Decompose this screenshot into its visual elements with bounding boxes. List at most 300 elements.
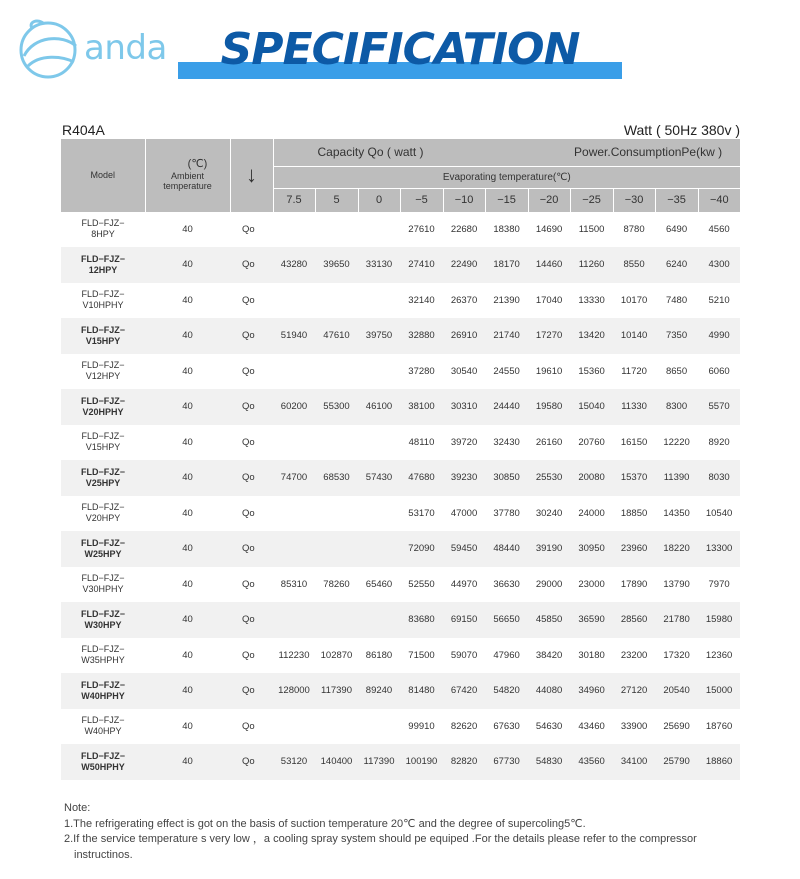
capacity-value-cell xyxy=(358,425,400,461)
capacity-value-cell: 27410 xyxy=(400,247,443,283)
ambient-cell: 40 xyxy=(182,507,193,519)
power-consumption-header: Power.ConsumptionPe(kw ) xyxy=(485,139,740,166)
capacity-value-cell: 36590 xyxy=(570,602,613,638)
capacity-value-cell: 11390 xyxy=(655,460,698,496)
model-name-line-1: FLD−FJZ− xyxy=(81,431,125,442)
capacity-value-cell: 43560 xyxy=(570,744,613,780)
capacity-value-cell: 17320 xyxy=(663,649,690,661)
model-name-line-1: FLD−FJZ− xyxy=(80,324,125,335)
capacity-value-cell: 37280 xyxy=(408,365,435,377)
capacity-value-cell: 56650 xyxy=(485,602,528,638)
capacity-value-cell: 86180 xyxy=(365,649,393,661)
model-cell xyxy=(61,460,145,496)
temperature-column-header: −15 xyxy=(485,188,528,212)
model-name-line-2: V20HPHY xyxy=(82,406,124,417)
capacity-value-cell: 19580 xyxy=(528,389,570,425)
capacity-value-cell: 19610 xyxy=(535,365,563,377)
capacity-value-cell xyxy=(273,531,315,567)
capacity-value-cell: 34100 xyxy=(613,744,655,780)
capacity-value-cell: 54830 xyxy=(528,744,570,780)
model-name-line-2: W35HPHY xyxy=(81,655,125,666)
type-cell: Qo xyxy=(242,365,255,377)
capacity-value-cell xyxy=(315,496,358,532)
capacity-value-cell xyxy=(358,354,400,390)
capacity-value-cell: 14690 xyxy=(535,223,563,235)
type-cell: Qo xyxy=(230,602,273,638)
capacity-value-cell: 15370 xyxy=(613,460,655,496)
capacity-value-cell xyxy=(358,496,400,532)
capacity-value-cell: 82620 xyxy=(450,720,478,732)
capacity-value-cell: 32430 xyxy=(493,436,520,448)
type-cell: Qo xyxy=(230,318,273,354)
specification-table xyxy=(61,139,740,780)
table-body xyxy=(61,212,740,780)
table-row xyxy=(61,531,740,567)
model-name-line-2: V10HPHY xyxy=(82,300,124,311)
capacity-value-cell: 54630 xyxy=(535,720,563,732)
capacity-value-cell xyxy=(315,602,358,638)
capacity-value-cell: 33130 xyxy=(358,247,400,283)
type-cell: Qo xyxy=(242,436,255,448)
table-row xyxy=(61,389,740,425)
capacity-value-cell xyxy=(273,496,315,532)
ambient-label-line-2: temperature xyxy=(163,181,212,192)
capacity-value-cell: 72090 xyxy=(400,531,443,567)
table-row xyxy=(61,496,740,532)
model-name-line-2: W50HPHY xyxy=(81,761,125,772)
capacity-value-cell: 7350 xyxy=(655,318,698,354)
note-line-2: 2.If the service temperature s very low ，a cooling spray system should pe equiped .For the details please refer to the compressor xyxy=(64,833,697,845)
table-row xyxy=(61,567,740,603)
capacity-value-cell: 67420 xyxy=(443,673,485,709)
model-name-line-1: FLD−FJZ− xyxy=(80,679,125,690)
capacity-value-cell: 43280 xyxy=(273,247,315,283)
capacity-value-cell: 18760 xyxy=(705,720,733,732)
capacity-value-cell xyxy=(315,354,358,390)
capacity-value-cell: 39720 xyxy=(450,436,478,448)
logo-swirl-icon xyxy=(14,16,90,80)
capacity-value-cell: 8650 xyxy=(665,365,688,377)
temperature-column-header: −40 xyxy=(698,188,740,212)
capacity-value-cell: 4990 xyxy=(698,318,740,354)
model-cell xyxy=(61,318,145,354)
power-spec-label: Watt ( 50Hz 380v ) xyxy=(623,122,740,138)
capacity-value-cell: 47000 xyxy=(450,507,478,519)
model-name-line-1: FLD−FJZ− xyxy=(81,644,125,655)
type-cell: Qo xyxy=(230,389,273,425)
capacity-value-cell: 39190 xyxy=(528,531,570,567)
logo-text: anda xyxy=(84,28,167,68)
capacity-value-cell xyxy=(358,602,400,638)
model-name-line-2: V15HPY xyxy=(85,335,121,346)
capacity-value-cell xyxy=(358,709,400,745)
capacity-value-cell: 6060 xyxy=(708,365,730,377)
table-row xyxy=(61,460,740,496)
capacity-value-cell: 13330 xyxy=(578,294,605,306)
note-line-1: 1.The refrigerating effect is got on the basis of suction temperature 20℃ and the degree of supercoling5℃. xyxy=(64,817,586,830)
table-row xyxy=(61,247,740,283)
table-row xyxy=(61,425,740,461)
ambient-cell: 40 xyxy=(182,578,193,590)
capacity-value-cell: 89240 xyxy=(358,673,400,709)
capacity-value-cell: 11260 xyxy=(570,247,613,283)
capacity-value-cell: 78260 xyxy=(323,578,350,590)
temperature-column-header: −5 xyxy=(400,188,443,212)
table-row xyxy=(61,638,740,674)
capacity-value-cell xyxy=(315,425,358,461)
capacity-value-cell: 55300 xyxy=(315,389,358,425)
ambient-cell: 40 xyxy=(145,460,230,496)
ambient-cell: 40 xyxy=(182,649,193,661)
capacity-value-cell: 128000 xyxy=(273,673,315,709)
model-cell xyxy=(61,744,145,780)
capacity-value-cell: 47680 xyxy=(400,460,443,496)
model-name-line-2: V30HPHY xyxy=(82,584,124,595)
capacity-value-cell: 28560 xyxy=(613,602,655,638)
capacity-value-cell xyxy=(273,425,315,461)
capacity-value-cell: 14350 xyxy=(663,507,690,519)
capacity-value-cell xyxy=(273,354,315,390)
capacity-value-cell xyxy=(315,283,358,319)
model-cell xyxy=(61,212,145,248)
capacity-value-cell: 30180 xyxy=(578,649,605,661)
capacity-value-cell: 102870 xyxy=(320,649,353,661)
table-row xyxy=(61,283,740,319)
capacity-value-cell: 8780 xyxy=(623,223,645,235)
capacity-value-cell: 71500 xyxy=(408,649,435,661)
capacity-value-cell xyxy=(315,212,358,248)
model-name-line-1: FLD−FJZ− xyxy=(81,289,125,300)
ambient-cell: 40 xyxy=(145,602,230,638)
table-row xyxy=(61,602,740,638)
type-cell: Qo xyxy=(230,460,273,496)
page-title: SPECIFICATION xyxy=(220,24,580,75)
capacity-value-cell: 44080 xyxy=(528,673,570,709)
capacity-value-cell: 20540 xyxy=(655,673,698,709)
capacity-value-cell: 6240 xyxy=(655,247,698,283)
model-cell xyxy=(61,496,145,532)
capacity-value-cell: 23000 xyxy=(578,578,605,590)
capacity-value-cell: 22680 xyxy=(450,223,478,235)
model-name-line-1: FLD−FJZ− xyxy=(80,466,125,477)
capacity-value-cell: 18170 xyxy=(485,247,528,283)
capacity-value-cell: 52550 xyxy=(408,578,435,590)
model-cell xyxy=(61,531,145,567)
capacity-value-cell: 25790 xyxy=(655,744,698,780)
capacity-value-cell xyxy=(273,709,315,745)
capacity-value-cell: 44970 xyxy=(450,578,478,590)
capacity-value-cell: 32140 xyxy=(408,294,435,306)
capacity-value-cell: 82820 xyxy=(443,744,485,780)
table-row xyxy=(61,354,740,390)
notes-heading: Note: xyxy=(64,802,91,814)
capacity-value-cell: 47610 xyxy=(315,318,358,354)
model-cell xyxy=(61,567,145,603)
capacity-value-cell: 69150 xyxy=(443,602,485,638)
capacity-value-cell: 13420 xyxy=(570,318,613,354)
capacity-value-cell: 38420 xyxy=(535,649,563,661)
capacity-value-cell: 17040 xyxy=(535,294,563,306)
capacity-value-cell: 4560 xyxy=(708,223,730,235)
type-cell: Qo xyxy=(230,247,273,283)
model-name-line-2: 12HPY xyxy=(88,264,118,275)
capacity-value-cell: 81480 xyxy=(400,673,443,709)
table-row xyxy=(61,673,740,709)
model-name-line-1: FLD−FJZ− xyxy=(81,360,125,371)
capacity-value-cell: 8300 xyxy=(655,389,698,425)
capacity-value-cell xyxy=(273,602,315,638)
capacity-value-cell: 67630 xyxy=(493,720,520,732)
ambient-cell: 40 xyxy=(145,247,230,283)
model-header: Model xyxy=(61,139,145,212)
capacity-value-cell: 15980 xyxy=(698,602,740,638)
capacity-value-cell: 30850 xyxy=(485,460,528,496)
temperature-column-header: −10 xyxy=(443,188,485,212)
capacity-value-cell: 30310 xyxy=(443,389,485,425)
capacity-value-cell: 65460 xyxy=(365,578,393,590)
temperature-column-header: 0 xyxy=(358,188,400,212)
capacity-value-cell: 24440 xyxy=(485,389,528,425)
capacity-value-cell: 39230 xyxy=(443,460,485,496)
capacity-value-cell: 18220 xyxy=(655,531,698,567)
model-name-line-2: W40HPY xyxy=(84,726,122,737)
capacity-value-cell: 18850 xyxy=(620,507,648,519)
capacity-value-cell: 20760 xyxy=(578,436,605,448)
capacity-value-cell: 10170 xyxy=(620,294,648,306)
capacity-value-cell: 99910 xyxy=(408,720,435,732)
capacity-value-cell: 74700 xyxy=(273,460,315,496)
capacity-value-cell: 26910 xyxy=(443,318,485,354)
capacity-value-cell: 140400 xyxy=(315,744,358,780)
model-name-line-2: V25HPY xyxy=(85,477,121,488)
model-name-line-1: FLD−FJZ− xyxy=(80,395,125,406)
model-cell xyxy=(61,673,145,709)
capacity-value-cell: 5210 xyxy=(708,294,730,306)
capacity-value-cell: 59070 xyxy=(450,649,478,661)
model-name-line-1: FLD−FJZ− xyxy=(81,715,125,726)
model-name-line-1: FLD−FJZ− xyxy=(81,573,125,584)
capacity-value-cell xyxy=(315,531,358,567)
ambient-label-line-1: Ambient xyxy=(170,171,205,182)
type-cell: Qo xyxy=(242,720,255,732)
capacity-value-cell: 85310 xyxy=(280,578,308,590)
model-name-line-1: FLD−FJZ− xyxy=(80,608,125,619)
temperature-column-header: −20 xyxy=(528,188,570,212)
model-name-line-2: W30HPY xyxy=(84,619,122,630)
refrigerant-label: R404A xyxy=(62,122,105,138)
model-name-line-1: FLD−FJZ− xyxy=(80,537,125,548)
ambient-cell: 40 xyxy=(182,294,193,306)
capacity-value-cell: 12360 xyxy=(705,649,733,661)
type-cell: Qo xyxy=(242,507,255,519)
capacity-value-cell: 4300 xyxy=(698,247,740,283)
ambient-cell: 40 xyxy=(182,720,193,732)
model-cell xyxy=(61,709,145,745)
capacity-value-cell: 26370 xyxy=(450,294,478,306)
capacity-value-cell: 53120 xyxy=(273,744,315,780)
capacity-value-cell: 21390 xyxy=(493,294,520,306)
capacity-value-cell: 10140 xyxy=(613,318,655,354)
model-cell xyxy=(61,247,145,283)
capacity-value-cell: 60200 xyxy=(273,389,315,425)
capacity-value-cell: 15040 xyxy=(570,389,613,425)
model-cell xyxy=(61,389,145,425)
notes-section xyxy=(64,801,754,863)
capacity-value-cell: 25530 xyxy=(528,460,570,496)
capacity-value-cell: 67730 xyxy=(485,744,528,780)
ambient-cell: 40 xyxy=(145,531,230,567)
capacity-value-cell: 43460 xyxy=(578,720,605,732)
capacity-value-cell: 30540 xyxy=(450,365,478,377)
capacity-header: Capacity Qo ( watt ) xyxy=(273,139,485,166)
capacity-value-cell: 46100 xyxy=(358,389,400,425)
table-row xyxy=(61,744,740,780)
capacity-value-cell: 5570 xyxy=(698,389,740,425)
type-cell: Qo xyxy=(230,744,273,780)
table-row xyxy=(61,212,740,248)
model-cell xyxy=(61,354,145,390)
capacity-value-cell: 39750 xyxy=(358,318,400,354)
capacity-value-cell: 83680 xyxy=(400,602,443,638)
capacity-value-cell: 47960 xyxy=(493,649,520,661)
temperature-column-header: −25 xyxy=(570,188,613,212)
capacity-value-cell: 29000 xyxy=(535,578,563,590)
down-arrow-icon: ↓ xyxy=(246,162,257,188)
capacity-value-cell: 8030 xyxy=(698,460,740,496)
capacity-value-cell: 24000 xyxy=(578,507,605,519)
capacity-value-cell: 48110 xyxy=(408,436,435,448)
capacity-value-cell xyxy=(358,283,400,319)
ambient-cell: 40 xyxy=(182,436,193,448)
capacity-value-cell: 45850 xyxy=(528,602,570,638)
model-name-line-2: W25HPY xyxy=(84,548,122,559)
capacity-value-cell: 7970 xyxy=(708,578,730,590)
capacity-value-cell: 27610 xyxy=(408,223,435,235)
model-name-line-1: FLD−FJZ− xyxy=(81,218,125,229)
type-cell: Qo xyxy=(242,649,255,661)
capacity-value-cell xyxy=(358,212,400,248)
capacity-value-cell: 23200 xyxy=(620,649,648,661)
capacity-value-cell: 39650 xyxy=(315,247,358,283)
capacity-value-cell: 117390 xyxy=(358,744,400,780)
capacity-value-cell: 21780 xyxy=(655,602,698,638)
evaporating-temperature-header: Evaporating temperature(℃) xyxy=(273,166,740,188)
capacity-value-cell: 30240 xyxy=(535,507,563,519)
capacity-value-cell xyxy=(358,531,400,567)
ambient-cell: 40 xyxy=(182,365,193,377)
capacity-value-cell: 33900 xyxy=(620,720,648,732)
temperature-column-header: 7.5 xyxy=(273,188,315,212)
temperature-column-header: −35 xyxy=(655,188,698,212)
capacity-value-cell: 59450 xyxy=(443,531,485,567)
capacity-value-cell: 22490 xyxy=(443,247,485,283)
capacity-value-cell: 57430 xyxy=(358,460,400,496)
model-name-line-2: V20HPY xyxy=(85,513,121,524)
capacity-value-cell: 7480 xyxy=(665,294,688,306)
capacity-value-cell: 11720 xyxy=(621,365,647,377)
model-name-line-1: FLD−FJZ− xyxy=(80,253,125,264)
capacity-value-cell: 32880 xyxy=(400,318,443,354)
ambient-cell: 40 xyxy=(145,389,230,425)
model-cell xyxy=(61,602,145,638)
capacity-value-cell: 16150 xyxy=(620,436,648,448)
capacity-value-cell: 14460 xyxy=(528,247,570,283)
capacity-value-cell: 18380 xyxy=(493,223,520,235)
type-cell: Qo xyxy=(242,294,255,306)
ambient-unit: (℃) xyxy=(187,158,208,171)
model-cell xyxy=(61,283,145,319)
capacity-value-cell: 8550 xyxy=(613,247,655,283)
capacity-value-cell: 11330 xyxy=(613,389,655,425)
capacity-value-cell: 23960 xyxy=(613,531,655,567)
capacity-value-cell: 11500 xyxy=(578,223,605,235)
capacity-value-cell xyxy=(273,212,315,248)
ambient-temperature-header xyxy=(145,139,230,212)
capacity-value-cell: 25690 xyxy=(663,720,690,732)
capacity-value-cell: 17270 xyxy=(528,318,570,354)
temperature-column-header: 5 xyxy=(315,188,358,212)
capacity-value-cell xyxy=(315,709,358,745)
capacity-value-cell: 36630 xyxy=(493,578,520,590)
capacity-value-cell: 15000 xyxy=(698,673,740,709)
capacity-value-cell: 37780 xyxy=(493,507,520,519)
model-name-line-2: V15HPY xyxy=(85,442,121,453)
capacity-value-cell: 24550 xyxy=(493,365,520,377)
model-name-line-1: FLD−FJZ− xyxy=(80,750,125,761)
model-cell xyxy=(61,425,145,461)
type-cell: Qo xyxy=(242,578,255,590)
capacity-value-cell: 8920 xyxy=(708,436,730,448)
capacity-value-cell: 48440 xyxy=(485,531,528,567)
temperature-column-header: −30 xyxy=(613,188,655,212)
note-line-3: instructinos. xyxy=(74,848,133,861)
capacity-value-cell: 10540 xyxy=(705,507,733,519)
type-cell: Qo xyxy=(230,673,273,709)
type-cell: Qo xyxy=(242,223,255,235)
capacity-value-cell: 100190 xyxy=(400,744,443,780)
model-cell xyxy=(61,638,145,674)
table-row xyxy=(61,318,740,354)
ambient-cell: 40 xyxy=(182,223,193,235)
capacity-value-cell: 112230 xyxy=(278,649,310,661)
capacity-value-cell: 12220 xyxy=(663,436,690,448)
capacity-value-cell: 51940 xyxy=(273,318,315,354)
capacity-value-cell: 27120 xyxy=(613,673,655,709)
capacity-value-cell: 34960 xyxy=(570,673,613,709)
model-name-line-2: 8HPY xyxy=(91,229,115,240)
capacity-value-cell: 21740 xyxy=(485,318,528,354)
capacity-value-cell: 30950 xyxy=(570,531,613,567)
capacity-value-cell xyxy=(273,283,315,319)
down-arrow-header xyxy=(230,139,273,212)
capacity-value-cell: 17890 xyxy=(620,578,648,590)
type-cell: Qo xyxy=(230,531,273,567)
ambient-cell: 40 xyxy=(145,318,230,354)
capacity-value-cell: 13300 xyxy=(698,531,740,567)
capacity-value-cell: 117390 xyxy=(315,673,358,709)
capacity-value-cell: 15360 xyxy=(578,365,605,377)
capacity-value-cell: 26160 xyxy=(535,436,563,448)
model-name-line-2: W40HPHY xyxy=(81,690,125,701)
capacity-value-cell: 20080 xyxy=(570,460,613,496)
table-row xyxy=(61,709,740,745)
ambient-cell: 40 xyxy=(145,744,230,780)
capacity-value-cell: 6490 xyxy=(665,223,688,235)
capacity-value-cell: 13790 xyxy=(663,578,690,590)
capacity-value-cell: 54820 xyxy=(485,673,528,709)
ambient-cell: 40 xyxy=(145,673,230,709)
model-name-line-2: V12HPY xyxy=(85,371,121,382)
